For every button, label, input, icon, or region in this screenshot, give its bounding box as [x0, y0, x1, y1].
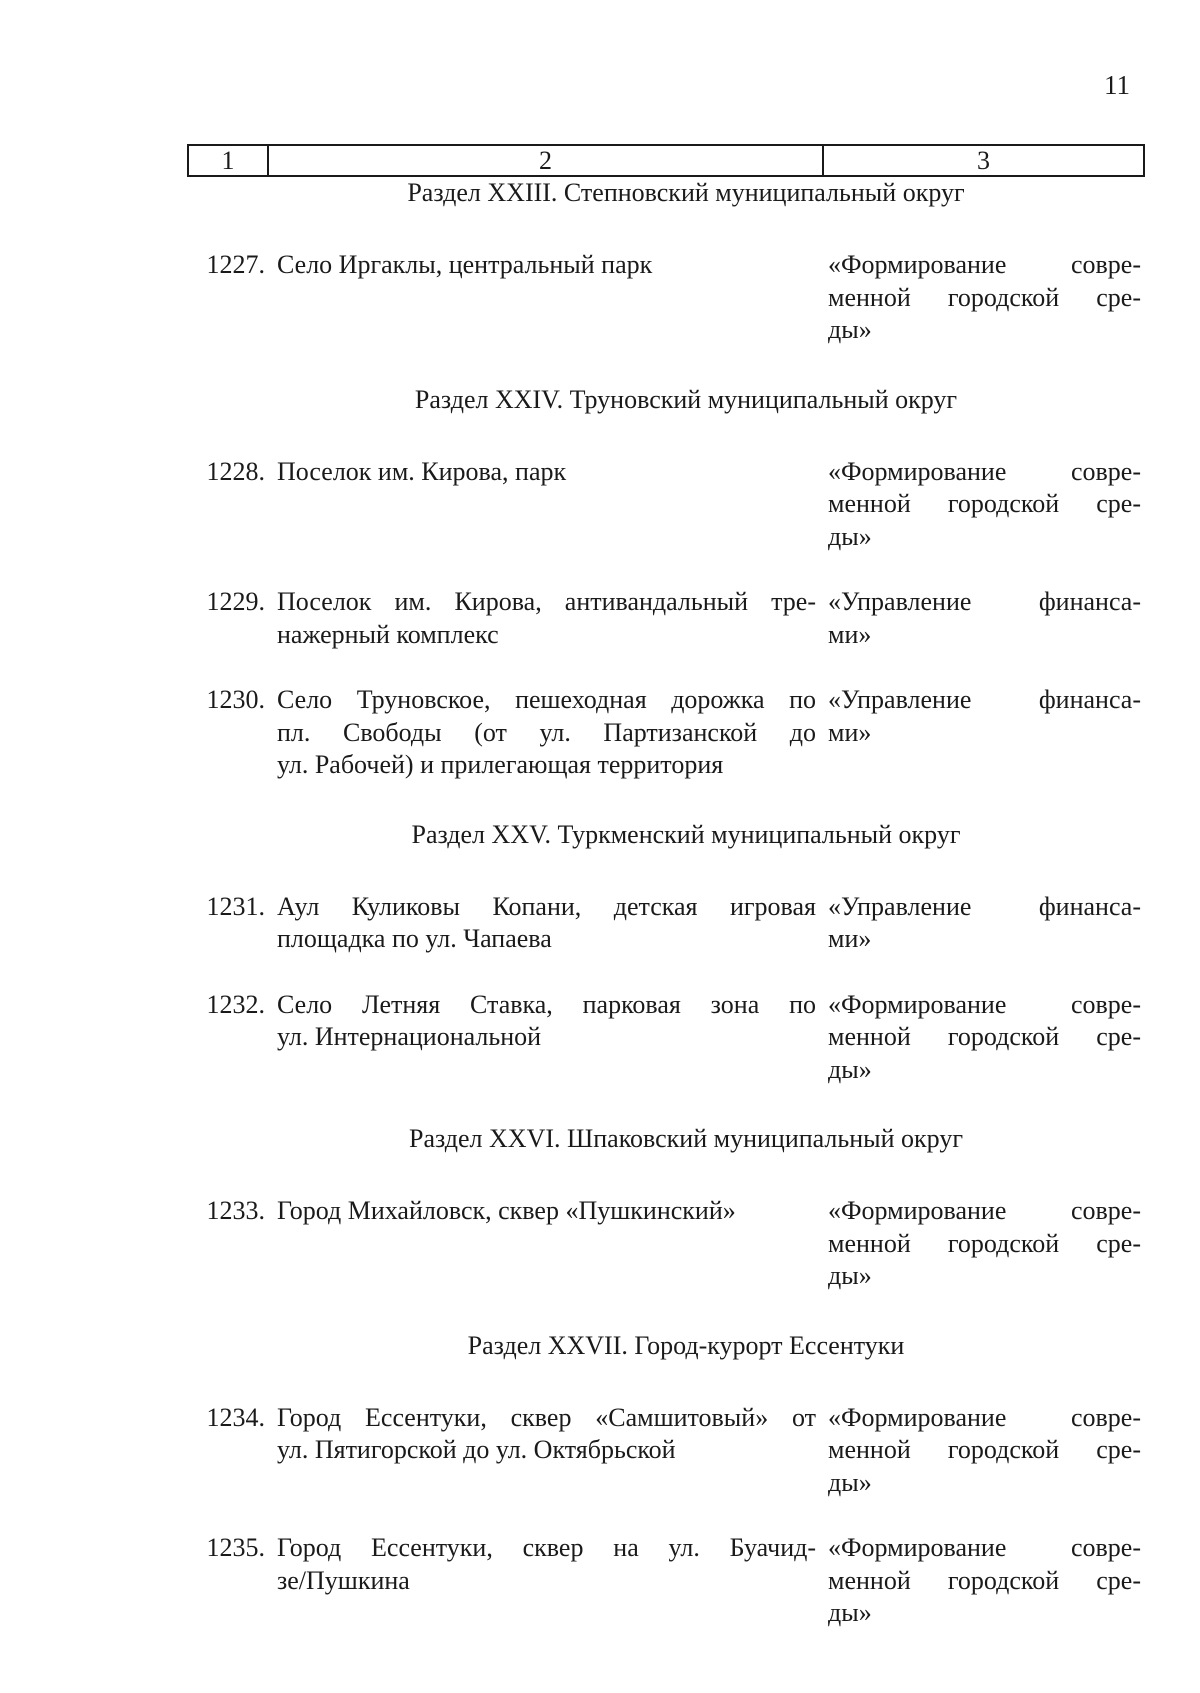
program-line: «Формирование совре-: [828, 1402, 1141, 1432]
section-entries: [187, 1402, 1145, 1630]
entry-program: [816, 891, 1145, 956]
section-title: Раздел XXIII. Степновский муниципальный округ: [407, 178, 965, 207]
program-line: менной городской сре-: [828, 1228, 1141, 1258]
program-line: ды»: [828, 315, 872, 344]
entry-program: [816, 1402, 1145, 1500]
section-entries: [187, 891, 1145, 1087]
entry-program: [816, 586, 1145, 651]
object-name-line: Поселок им. Кирова, парк: [277, 456, 567, 486]
program-line: ды»: [828, 521, 872, 551]
entry-object-name: [269, 1195, 816, 1293]
program-line: менной городской сре-: [828, 282, 1141, 312]
entry-number: 1227.: [206, 250, 265, 279]
entry-object-name: [269, 891, 816, 956]
table-row: [187, 1402, 1145, 1500]
object-name-line: ул. Интернациональной: [277, 1022, 542, 1051]
object-name-line: нажерный комплекс: [277, 619, 499, 649]
program-line: «Управление финанса-: [828, 685, 1141, 714]
program-line: менной городской сре-: [828, 1565, 1141, 1595]
program-line: ды»: [828, 1261, 872, 1290]
object-name-line: Село Труновское, пешеходная дорожка по: [277, 685, 816, 714]
entry-number: 1231.: [206, 891, 265, 921]
document-body: [187, 177, 1145, 1630]
table-row: [187, 586, 1145, 651]
entry-object-name: [269, 249, 816, 347]
column-header-3: 3: [977, 146, 990, 175]
entry-object-name: [269, 586, 816, 651]
section-entries: [187, 249, 1145, 347]
program-line: менной городской сре-: [828, 1022, 1141, 1051]
program-line: менной городской сре-: [828, 489, 1141, 518]
object-name-line: ул. Пятигорской до ул. Октябрьской: [277, 1435, 676, 1464]
entry-program: [816, 1532, 1145, 1630]
table-row: [187, 684, 1145, 782]
entry-number: 1229.: [206, 587, 265, 616]
section-entries: [187, 1195, 1145, 1293]
table-row: [187, 1195, 1145, 1293]
program-line: «Формирование совре-: [828, 456, 1141, 486]
object-name-line: Город Ессентуки, сквер «Самшитовый» от: [277, 1402, 816, 1432]
object-name-line: Город Ессентуки, сквер на ул. Буачид-: [277, 1533, 816, 1562]
entry-program: [816, 456, 1145, 554]
program-line: ды»: [828, 1467, 872, 1497]
program-line: ми»: [828, 717, 872, 747]
entry-number: 1230.: [206, 685, 265, 714]
entry-number: 1228.: [206, 456, 265, 486]
entry-program: [816, 249, 1145, 347]
object-name-line: Аул Куликовы Копани, детская игровая: [277, 891, 816, 921]
column-header-row: [187, 144, 1145, 177]
object-name-line: Село Летняя Ставка, парковая зона по: [277, 989, 816, 1019]
program-line: «Управление финанса-: [828, 891, 1141, 921]
section-entries: [187, 456, 1145, 782]
section-title: Раздел XXVI. Шпаковский муниципальный округ: [408, 1124, 964, 1153]
entry-number: 1233.: [206, 1196, 265, 1225]
entry-object-name: [269, 456, 816, 554]
entry-number: 1235.: [206, 1533, 265, 1562]
object-name-line: ул. Рабочей) и прилегающая территория: [277, 750, 724, 779]
object-name-line: площадка по ул. Чапаева: [277, 924, 552, 953]
entry-object-name: [269, 684, 816, 782]
section-title: Раздел XXV. Туркменский муниципальный округ: [411, 819, 961, 849]
object-name-line: Село Иргаклы, центральный парк: [277, 250, 653, 279]
entry-number: 1234.: [206, 1402, 265, 1432]
program-line: ми»: [828, 924, 872, 953]
object-name-line: Город Михайловск, сквер «Пушкинский»: [277, 1196, 736, 1225]
program-line: «Формирование совре-: [828, 1533, 1141, 1562]
table-row: [187, 456, 1145, 554]
program-line: ды»: [828, 1054, 872, 1084]
object-name-line: пл. Свободы (от ул. Партизанской до: [277, 717, 816, 747]
table-row: [187, 249, 1145, 347]
entry-program: [816, 684, 1145, 782]
entry-object-name: [269, 1532, 816, 1630]
table-row: [187, 989, 1145, 1087]
column-header-1: 1: [189, 146, 269, 175]
table-row: [187, 891, 1145, 956]
entry-program: [816, 1195, 1145, 1293]
program-line: менной городской сре-: [828, 1435, 1141, 1464]
page-number: 11: [1104, 70, 1130, 100]
program-line: «Управление финанса-: [828, 587, 1141, 616]
section-title: Раздел XXVII. Город-курорт Ессентуки: [467, 1330, 905, 1360]
section-title: Раздел XXIV. Труновский муниципальный округ: [414, 384, 958, 414]
column-header-2: 2: [269, 146, 824, 175]
program-line: ми»: [828, 619, 872, 649]
program-line: «Формирование совре-: [828, 989, 1141, 1019]
entry-object-name: [269, 1402, 816, 1500]
object-name-line: Поселок им. Кирова, антивандальный тре-: [277, 587, 816, 616]
entry-object-name: [269, 989, 816, 1087]
program-line: «Формирование совре-: [828, 1196, 1141, 1225]
entry-number: 1232.: [206, 989, 265, 1019]
program-line: ды»: [828, 1598, 872, 1627]
entry-program: [816, 989, 1145, 1087]
object-name-line: зе/Пушкина: [277, 1565, 410, 1595]
program-line: «Формирование совре-: [828, 250, 1141, 279]
table-row: [187, 1532, 1145, 1630]
